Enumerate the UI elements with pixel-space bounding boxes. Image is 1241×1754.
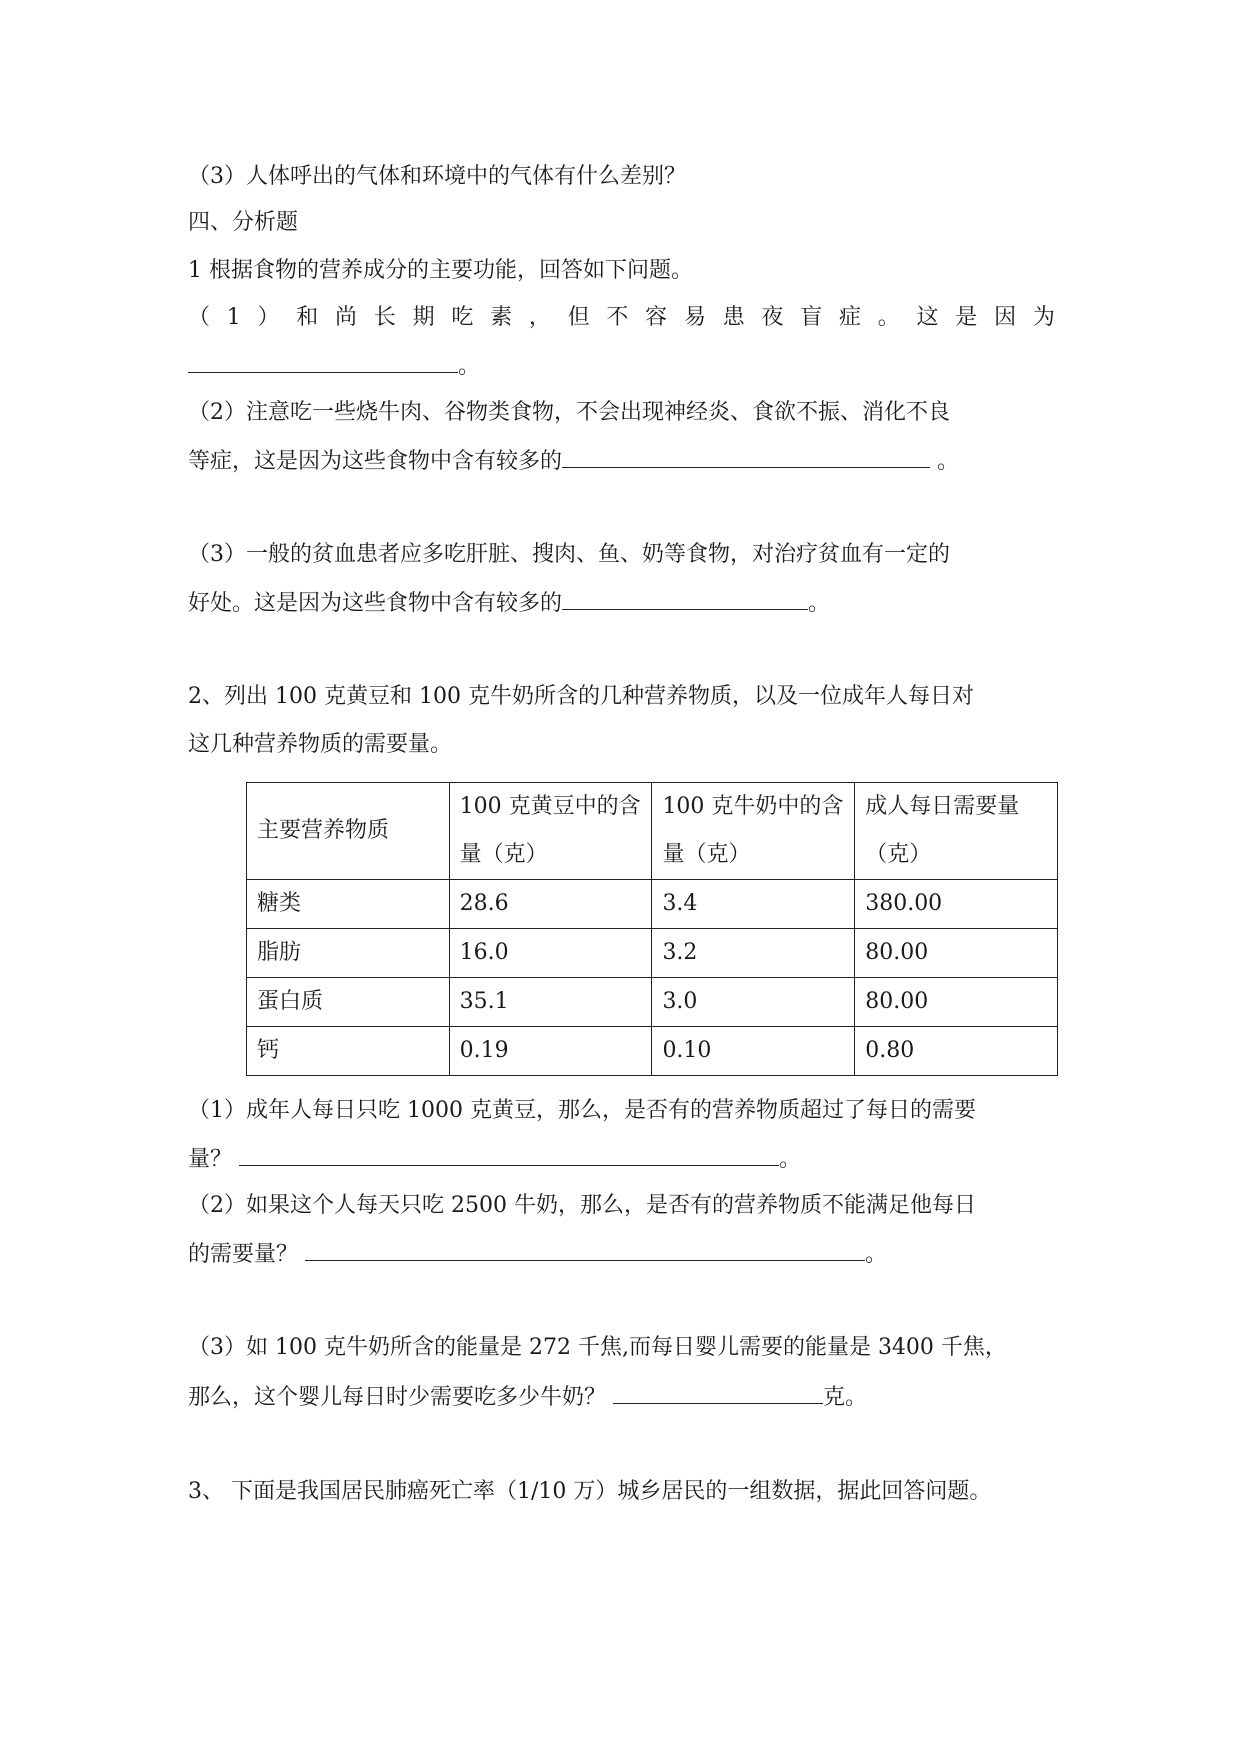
justified-char: 夜 xyxy=(761,305,784,330)
table-row xyxy=(247,929,1058,978)
justified-char: 。 xyxy=(877,305,900,330)
table-cell: 380.00 xyxy=(855,880,1058,929)
table-cell: 35.1 xyxy=(449,978,652,1027)
justified-char: 尚 xyxy=(335,305,358,330)
answer-blank[interactable] xyxy=(613,1381,823,1404)
justified-char: 是 xyxy=(955,305,978,330)
q1-part2-line1: （2）注意吃一些烧牛肉、谷物类食物，不会出现神经炎、食欲不振、消化不良 xyxy=(188,400,950,425)
answer-blank[interactable] xyxy=(188,350,458,373)
justified-char: 容 xyxy=(645,305,668,330)
table-row xyxy=(247,1027,1058,1076)
justified-char: 期 xyxy=(412,305,435,330)
table-cell: 3.2 xyxy=(652,929,855,978)
table-header-cell: 成人每日需要量（克） xyxy=(855,783,1058,880)
q2-part1-line2: 量？ 。 xyxy=(188,1143,801,1175)
answer-blank[interactable] xyxy=(562,445,930,468)
nutrition-table xyxy=(246,782,1058,1076)
table-cell: 80.00 xyxy=(855,929,1058,978)
q1-part1-line1 xyxy=(188,303,1055,333)
justified-char: 和 xyxy=(296,305,319,330)
justified-char: ） xyxy=(257,305,280,330)
justified-char: 盲 xyxy=(800,305,823,330)
table-row xyxy=(247,880,1058,929)
table-header-cell: 主要营养物质 xyxy=(247,783,450,880)
justified-char: 但 xyxy=(567,305,590,330)
justified-char: 不 xyxy=(606,305,629,330)
q2-part2-line2: 的需要量？ 。 xyxy=(188,1238,887,1270)
q2-intro-line1: 2、列出 100 克黄豆和 100 克牛奶所含的几种营养物质，以及一位成年人每日对 xyxy=(188,684,974,709)
q2-part3-line2: 那么，这个婴儿每日时少需要吃多少牛奶？ 克。 xyxy=(188,1381,867,1413)
table-cell: 糖类 xyxy=(247,880,450,929)
answer-blank[interactable] xyxy=(562,587,808,610)
table-header-cell: 100 克黄豆中的含量（克） xyxy=(449,783,652,880)
justified-char: 易 xyxy=(683,305,706,330)
justified-char: ， xyxy=(528,305,551,330)
answer-blank[interactable] xyxy=(305,1238,865,1261)
table-cell: 0.80 xyxy=(855,1027,1058,1076)
table-cell: 3.4 xyxy=(652,880,855,929)
justified-char: （ xyxy=(188,305,211,330)
q1-part3-line2: 好处。这是因为这些食物中含有较多的 。 xyxy=(188,587,830,619)
q2-intro-line2: 这几种营养物质的需要量。 xyxy=(188,732,453,757)
table-header-cell: 100 克牛奶中的含量（克） xyxy=(652,783,855,880)
table-cell: 蛋白质 xyxy=(247,978,450,1027)
justified-char: 这 xyxy=(916,305,939,330)
q1-part1-line2: 。 xyxy=(188,350,480,382)
q2-part3-line1: （3）如 100 克牛奶所含的能量是 272 千焦,而每日婴儿需要的能量是 3400 千焦， xyxy=(188,1335,1007,1360)
q3-intro: 3、 下面是我国居民肺癌死亡率（1/10 万）城乡居民的一组数据，据此回答问题。 xyxy=(188,1479,992,1504)
q2-part1-line1: （1）成年人每日只吃 1000 克黄豆，那么，是否有的营养物质超过了每日的需要 xyxy=(188,1098,976,1123)
justified-char: 长 xyxy=(373,305,396,330)
section3-question-3: （3）人体呼出的气体和环境中的气体有什么差别？ xyxy=(188,164,686,189)
table-cell: 0.10 xyxy=(652,1027,855,1076)
justified-char: 因 xyxy=(994,305,1017,330)
justified-char: 为 xyxy=(1032,305,1055,330)
table-cell: 0.19 xyxy=(449,1027,652,1076)
table-cell: 28.6 xyxy=(449,880,652,929)
justified-char: 症 xyxy=(839,305,862,330)
q2-part2-line1: （2）如果这个人每天只吃 2500 牛奶，那么，是否有的营养物质不能满足他每日 xyxy=(188,1193,976,1218)
table-cell: 钙 xyxy=(247,1027,450,1076)
table-cell: 脂肪 xyxy=(247,929,450,978)
q1-part2-line2: 等症，这是因为这些食物中含有较多的 。 xyxy=(188,445,959,477)
table-cell: 80.00 xyxy=(855,978,1058,1027)
justified-char: 患 xyxy=(722,305,745,330)
table-header-row xyxy=(247,783,1058,880)
justified-char: 吃 xyxy=(451,305,474,330)
table-cell: 3.0 xyxy=(652,978,855,1027)
justified-char: 素 xyxy=(490,305,513,330)
q1-intro: 1 根据食物的营养成分的主要功能，回答如下问题。 xyxy=(188,258,693,283)
section4-title: 四、分析题 xyxy=(188,210,299,235)
justified-char: 1 xyxy=(226,305,241,330)
answer-blank[interactable] xyxy=(239,1143,779,1166)
table-row xyxy=(247,978,1058,1027)
q1-part3-line1: （3）一般的贫血患者应多吃肝脏、搜肉、鱼、奶等食物，对治疗贫血有一定的 xyxy=(188,542,950,567)
table-cell: 16.0 xyxy=(449,929,652,978)
